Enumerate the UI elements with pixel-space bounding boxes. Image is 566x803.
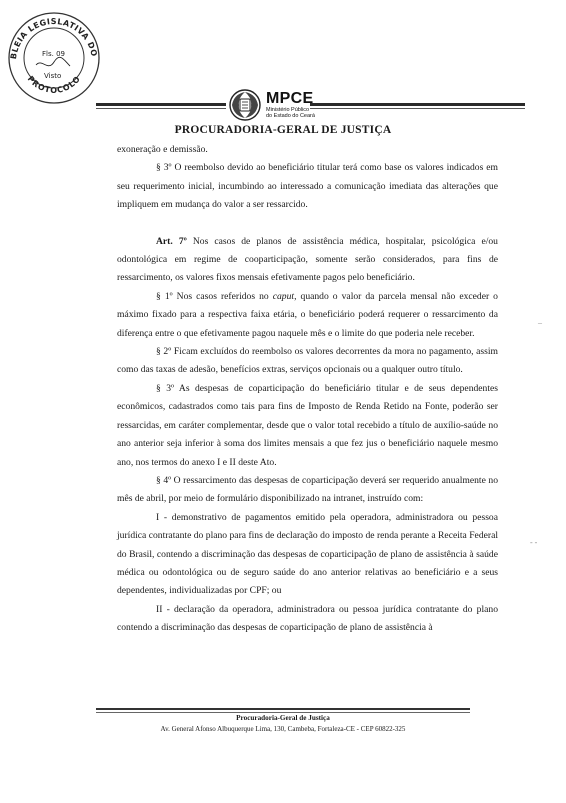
paragraph-text-post: , quando o valor da parcela mensal não exceder o máximo fixado para a respectiva faixa etária, o beneficiário poderá requerer o ressarcimento da diferença entre o que efetivamente pagou naquele mês e o limite do que poderia nele receber.: [117, 290, 498, 339]
paragraph-1: [117, 288, 498, 343]
paragraph-text-pre: Nos casos referidos no: [176, 290, 273, 302]
paragraph-3b: [117, 380, 498, 472]
paragraph-label: § 1º: [156, 290, 173, 302]
footer-rule: [96, 708, 470, 710]
page-title: PROCURADORIA-GERAL DE JUSTIÇA: [174, 124, 392, 136]
coat-of-arms-icon: [228, 88, 262, 122]
caput-term: caput: [272, 290, 295, 302]
footer-address: Av. General Afonso Albuquerque Lima, 130, Cambeba, Fortaleza-CE - CEP 60822-325: [160, 725, 406, 733]
article-7: [117, 233, 498, 288]
paragraph-3: [117, 159, 498, 214]
stamp-seal-icon: [6, 10, 102, 106]
signature-icon: [36, 57, 70, 66]
header-rule-right-thin: [310, 108, 525, 109]
article-label: Art. 7º: [156, 235, 187, 247]
stamp-visto: Visto: [44, 72, 62, 80]
logo-sub-2: do Estado do Ceará: [266, 113, 315, 119]
logo-sub-1: Ministério Público: [266, 106, 310, 113]
article-text: Nos casos de planos de assistência médica, hospitalar, psicológica e/ou odontológica em regime de cooparticipação, somente serão considerados, para fins de ressarcimento, os valores fixos mensais efetivamente pagos pelo beneficiário.: [117, 235, 498, 284]
logo-text: [266, 91, 315, 120]
paragraph-text: As despesas de coparticipação do beneficiário titular e de seus dependentes econômicos, cadastrados como tais para fins de Imposto de Renda Retido na Fonte, poderão ser ressarcidas, em caráter complementar, desde que o valor total recebido a título de auxílio-saúde no ano anterior seja inferior à soma dos limites mensais a que fez jus o beneficiário naquele mesmo ano, nos termos do anexo I e II deste Ato.: [117, 382, 498, 468]
paragraph-label: § 2º: [156, 346, 172, 358]
margin-mark: - -: [530, 538, 538, 547]
header-rule-right: [310, 103, 525, 106]
document-body: [117, 141, 498, 638]
paragraph-label: § 3º: [156, 162, 172, 174]
logo-main: MPCE: [266, 89, 314, 107]
protocol-stamp: [6, 10, 102, 106]
paragraph-label: § 3º: [156, 382, 174, 394]
stamp-ring-text: BLEIA LEGISLATIVA DO: [9, 16, 99, 60]
paragraph-text: Ficam excluídos do reembolso os valores decorrentes da mora no pagamento, assim como das taxas de adesão, benefícios extras, serviços opcionais ou a qualquer outro título.: [117, 346, 499, 376]
footer-institution: Procuradoria-Geral de Justiça: [236, 714, 330, 722]
paragraph-2: [117, 343, 498, 380]
paragraph-continuation: exoneração e demissão.: [117, 144, 208, 155]
paragraph-text: O ressarcimento das despesas de coparticipação deverá ser requerido anualmente no mês de abril, por meio de formulário disponibilizado na intranet, instruído com:: [117, 474, 498, 505]
paragraph-text: O reembolso devido ao beneficiário titular terá como base os valores indicados em seu requerimento inicial, incumbindo ao interessado a comunicação imediata das alterações que impliquem em mudança do valor a ser ressarcido.: [117, 162, 498, 211]
item-ii: II - declaração da operadora, administradora ou pessoa jurídica contratante do plano contendo a discriminação das despesas de coparticipação de plano de assistência à: [117, 603, 498, 634]
stamp-fls: Fls. 09: [42, 50, 65, 58]
paragraph-label: § 4º: [156, 474, 172, 486]
stamp-bottom-text: PROTOCOLO: [25, 74, 83, 95]
margin-mark: –: [538, 318, 542, 327]
footer-rule-thin: [96, 712, 470, 713]
item-i: I - demonstrativo de pagamentos emitido pela operadora, administradora ou pessoa jurídica contratante do plano para fins de declaração do imposto de renda perante a Receita Federal do Brasil, contendo a discriminação das despesas de coparticipação de plano de assistência à saúde médica ou odontológica ou de seguro saúde do ano anterior relativas ao beneficiário e a seus dependentes, individualizadas por CPF; ou: [117, 511, 498, 597]
header-rule-left-thin: [96, 108, 226, 109]
header-rule-left: [96, 103, 226, 106]
mpce-logo: [228, 88, 315, 122]
paragraph-4: [117, 472, 498, 509]
